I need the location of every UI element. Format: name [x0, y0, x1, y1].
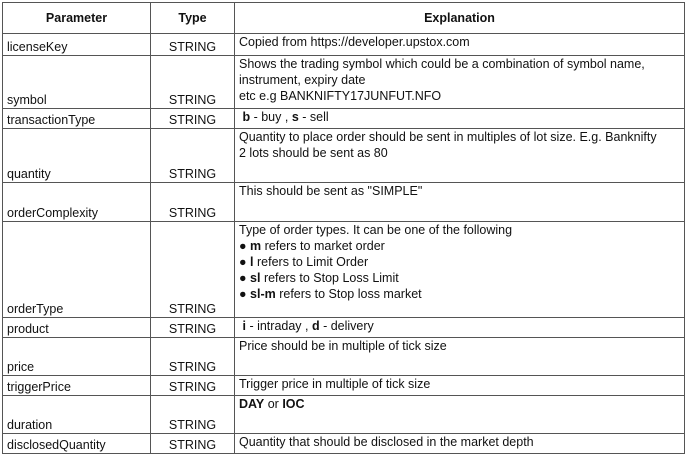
type-cell: STRING — [151, 183, 235, 222]
code-sell: s — [291, 110, 299, 124]
type-cell: STRING — [151, 222, 235, 318]
param-cell: orderComplexity — [3, 183, 151, 222]
list-item — [239, 238, 680, 254]
table-row — [3, 109, 685, 129]
order-type-code: l — [250, 255, 254, 269]
type-cell: STRING — [151, 396, 235, 434]
explanation-text: - delivery — [319, 319, 374, 333]
explanation-cell: Trigger price in multiple of tick size — [235, 376, 685, 396]
param-cell: transactionType — [3, 109, 151, 129]
code-delivery: d — [311, 319, 320, 333]
code-ioc: IOC — [282, 397, 305, 411]
param-cell: price — [3, 338, 151, 376]
list-item — [239, 254, 680, 270]
type-cell: STRING — [151, 34, 235, 56]
explanation-line: Shows the trading symbol which could be a combination of symbol name, — [239, 57, 645, 71]
explanation-line: 2 lots should be sent as 80 — [239, 146, 388, 160]
explanation-cell: Quantity that should be disclosed in the market depth — [235, 434, 685, 454]
header-type: Type — [151, 3, 235, 34]
type-cell: STRING — [151, 434, 235, 454]
parameters-table — [2, 2, 685, 454]
table-row — [3, 56, 685, 109]
param-cell: product — [3, 318, 151, 338]
header-explanation: Explanation — [235, 3, 685, 34]
order-type-code: m — [250, 239, 262, 253]
order-type-list — [239, 238, 680, 302]
explanation-line: Quantity to place order should be sent in multiples of lot size. E.g. Banknifty — [239, 130, 657, 144]
order-type-desc: refers to Stop loss market — [275, 287, 422, 301]
explanation-text: - sell — [298, 110, 329, 124]
explanation-cell: Price should be in multiple of tick size — [235, 338, 685, 376]
table-row — [3, 222, 685, 318]
explanation-cell — [235, 318, 685, 338]
table-row — [3, 183, 685, 222]
explanation-cell — [235, 129, 685, 183]
explanation-cell — [235, 56, 685, 109]
explanation-cell: This should be sent as "SIMPLE" — [235, 183, 685, 222]
order-type-code: sl — [250, 271, 261, 285]
explanation-line: instrument, expiry date — [239, 73, 366, 87]
code-intraday: i — [242, 319, 246, 333]
table-row — [3, 34, 685, 56]
param-cell: orderType — [3, 222, 151, 318]
list-item — [239, 270, 680, 286]
param-cell: licenseKey — [3, 34, 151, 56]
order-type-desc: refers to Stop Loss Limit — [260, 271, 399, 285]
type-cell: STRING — [151, 109, 235, 129]
explanation-cell — [235, 222, 685, 318]
param-cell: disclosedQuantity — [3, 434, 151, 454]
explanation-text: - buy , — [250, 110, 292, 124]
param-cell: symbol — [3, 56, 151, 109]
explanation-intro: Type of order types. It can be one of the following — [239, 223, 513, 237]
explanation-text: or — [264, 397, 283, 411]
code-buy: b — [242, 110, 251, 124]
type-cell: STRING — [151, 376, 235, 396]
param-cell: duration — [3, 396, 151, 434]
explanation-cell — [235, 396, 685, 434]
header-parameter: Parameter — [3, 3, 151, 34]
explanation-cell: Copied from https://developer.upstox.com — [235, 34, 685, 56]
explanation-cell — [235, 109, 685, 129]
order-type-desc: refers to market order — [261, 239, 385, 253]
param-cell: triggerPrice — [3, 376, 151, 396]
explanation-line: etc e.g BANKNIFTY17JUNFUT.NFO — [239, 89, 442, 103]
table-row — [3, 396, 685, 434]
type-cell: STRING — [151, 56, 235, 109]
type-cell: STRING — [151, 338, 235, 376]
order-type-desc: refers to Limit Order — [253, 255, 369, 269]
code-day: DAY — [239, 397, 265, 411]
table-row — [3, 338, 685, 376]
table-row — [3, 434, 685, 454]
param-cell: quantity — [3, 129, 151, 183]
table-row — [3, 129, 685, 183]
explanation-text: - intraday , — [245, 319, 312, 333]
header-row — [3, 3, 685, 34]
order-type-code: sl-m — [250, 287, 276, 301]
type-cell: STRING — [151, 129, 235, 183]
type-cell: STRING — [151, 318, 235, 338]
list-item — [239, 286, 680, 302]
table-row — [3, 376, 685, 396]
table-row — [3, 318, 685, 338]
